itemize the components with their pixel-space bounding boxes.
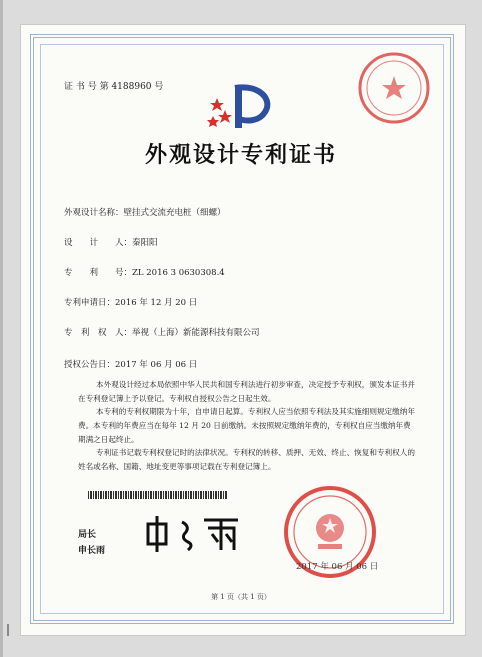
certificate-title: 外观设计专利证书 bbox=[144, 142, 337, 168]
certificate-number: 证 书 号 第 4188960 号 bbox=[64, 82, 164, 92]
director-signature-icon bbox=[142, 512, 252, 556]
design-name-value: 壁挂式交流充电桩（细螺） bbox=[123, 208, 226, 218]
patent-number-value: ZL 2016 3 0630308.4 bbox=[132, 268, 225, 278]
paragraph-grant: 本外观设计经过本局依照中华人民共和国专利法进行初步审查，决定授予专利权，颁发本证书并在专利登记簿上予以登记。专利权自授权公告之日起生效。 bbox=[78, 380, 415, 403]
patentee-value: 举视（上海）新能源科技有限公司 bbox=[132, 328, 260, 338]
patent-office-logo-icon bbox=[205, 82, 279, 134]
paragraph-status: 专利证书记载专利权登记时的法律状况。专利权的转移、质押、无效、终止、恢复和专利权人的姓名或名称、国籍、地址变更等事项记载在专利登记簿上。 bbox=[78, 448, 415, 471]
designer-value: 秦阳阳 bbox=[132, 238, 158, 248]
patentee-row bbox=[64, 326, 260, 338]
director-label: 局长 bbox=[78, 530, 97, 540]
design-name-label: 外观设计名称： bbox=[64, 208, 124, 218]
director-name: 申长雨 bbox=[78, 546, 106, 556]
grant-date-value: 2017 年 06 月 06 日 bbox=[115, 360, 198, 370]
design-name-row bbox=[64, 206, 226, 218]
patent-number-label: 专 利 号： bbox=[64, 268, 133, 278]
patentee-label: 专 利 权 人： bbox=[64, 328, 133, 338]
filing-date-value: 2016 年 12 月 20 日 bbox=[115, 298, 198, 308]
page-number: 第 1 页（共 1 页） bbox=[211, 593, 271, 601]
paragraph-term: 本专利的专利权期限为十年，自申请日起算。专利权人应当依照专利法及其实施细则规定缴纳年费。本专利的年费应当在每年 12 月 20 日前缴纳。未按照规定缴纳年费的，专利权自应当缴纳年费期满之日起终止。 bbox=[78, 407, 415, 444]
designer-row bbox=[64, 236, 158, 248]
filing-date-row bbox=[64, 296, 197, 308]
designer-label: 设 计 人： bbox=[64, 238, 133, 248]
patent-number-row bbox=[64, 266, 225, 278]
office-stamp-icon bbox=[354, 48, 434, 128]
filing-date-label: 专利申请日： bbox=[64, 298, 116, 308]
frame-hook bbox=[7, 624, 9, 636]
grant-date-label: 授权公告日： bbox=[64, 360, 116, 370]
barcode bbox=[88, 491, 228, 499]
grant-date-row bbox=[64, 358, 197, 370]
seal-date: 2017 年 06 月 06 日 bbox=[296, 562, 379, 572]
